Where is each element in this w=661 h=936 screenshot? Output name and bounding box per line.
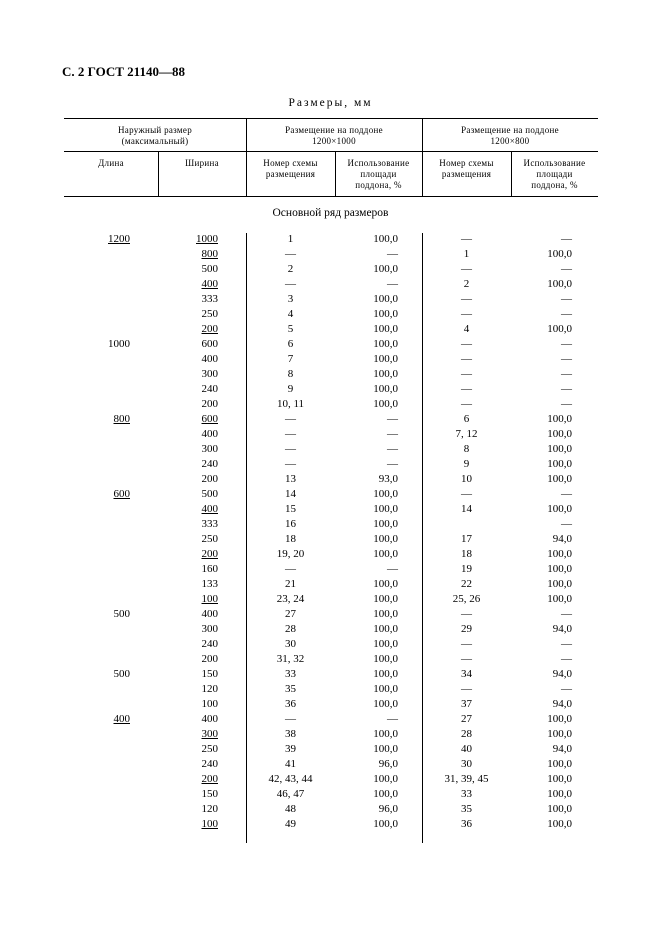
usage-1200x1000-cell: 100,0	[373, 368, 398, 380]
usage-1200x800-cell: 100,0	[547, 788, 572, 800]
width-cell: 240	[201, 638, 218, 650]
scheme-1200x800-cell: —	[461, 233, 472, 245]
width-cell: 300	[201, 728, 218, 740]
width-cell: 400	[201, 713, 218, 725]
usage-1200x1000-cell: 100,0	[373, 533, 398, 545]
scheme-1200x1000-cell: 8	[287, 368, 294, 380]
scheme-1200x1000-cell: 1	[287, 233, 294, 245]
length-cell: 1000	[108, 338, 130, 350]
scheme-1200x800-cell: 35	[461, 803, 472, 815]
table-row	[0, 517, 661, 532]
table-row	[0, 247, 661, 262]
header-length: Длина	[98, 158, 124, 168]
usage-1200x1000-cell: 100,0	[373, 233, 398, 245]
table-row	[0, 322, 661, 337]
scheme-1200x1000-cell: —	[285, 413, 296, 425]
scheme-1200x800-cell: —	[461, 638, 472, 650]
table-row	[0, 547, 661, 562]
scheme-1200x800-cell: —	[461, 608, 472, 620]
table-row	[0, 412, 661, 427]
usage-1200x1000-cell: —	[387, 428, 398, 440]
table-row	[0, 697, 661, 712]
table-row	[0, 427, 661, 442]
header-bottom-rule	[64, 196, 598, 197]
scheme-1200x800-cell: 8	[463, 443, 470, 455]
width-cell: 120	[201, 683, 218, 695]
usage-1200x800-cell: 100,0	[547, 428, 572, 440]
scheme-1200x1000-cell: 30	[285, 638, 296, 650]
table-row	[0, 292, 661, 307]
scheme-1200x800-cell: 18	[461, 548, 472, 560]
scheme-1200x800-cell: 1	[463, 248, 470, 260]
width-cell: 200	[201, 653, 218, 665]
usage-1200x800-cell: 94,0	[552, 668, 572, 680]
scheme-1200x800-cell: 2	[463, 278, 470, 290]
scheme-1200x1000-cell: 7	[287, 353, 294, 365]
scheme-1200x1000-cell: 15	[285, 503, 296, 515]
scheme-1200x800-cell: —	[461, 353, 472, 365]
width-cell: 400	[201, 503, 218, 515]
scheme-1200x1000-cell: 21	[285, 578, 296, 590]
usage-1200x800-cell: —	[561, 338, 572, 350]
scheme-1200x1000-cell: 13	[285, 473, 296, 485]
table-row	[0, 337, 661, 352]
scheme-1200x1000-cell: 46, 47	[276, 788, 305, 800]
table-row	[0, 262, 661, 277]
scheme-1200x1000-cell: 28	[285, 623, 296, 635]
usage-1200x1000-cell: 100,0	[373, 323, 398, 335]
usage-1200x1000-cell: 96,0	[378, 803, 398, 815]
usage-1200x1000-cell: 100,0	[373, 578, 398, 590]
scheme-1200x1000-cell: 36	[285, 698, 296, 710]
scheme-1200x1000-cell: —	[285, 248, 296, 260]
table-row	[0, 802, 661, 817]
table-row	[0, 307, 661, 322]
usage-1200x800-cell: 100,0	[547, 818, 572, 830]
usage-1200x1000-cell: —	[387, 713, 398, 725]
usage-1200x1000-cell: —	[387, 413, 398, 425]
usage-1200x800-cell: 100,0	[547, 593, 572, 605]
scheme-1200x800-cell: 6	[463, 413, 470, 425]
scheme-1200x800-cell: 29	[461, 623, 472, 635]
scheme-1200x800-cell: —	[461, 338, 472, 350]
scheme-1200x800-cell: 34	[461, 668, 472, 680]
scheme-1200x800-cell: 33	[461, 788, 472, 800]
usage-1200x800-cell: 100,0	[547, 278, 572, 290]
scheme-1200x800-cell: 40	[461, 743, 472, 755]
usage-1200x800-cell: 100,0	[547, 563, 572, 575]
scheme-1200x1000-cell: 35	[285, 683, 296, 695]
usage-1200x800-cell: 100,0	[547, 578, 572, 590]
width-cell: 200	[201, 773, 218, 785]
scheme-1200x1000-cell: 48	[285, 803, 296, 815]
length-cell: 500	[113, 668, 130, 680]
subheader-rule-pallet2	[422, 151, 598, 152]
scheme-1200x800-cell: 27	[461, 713, 472, 725]
scheme-1200x800-cell: —	[461, 368, 472, 380]
scheme-1200x800-cell: 17	[461, 533, 472, 545]
usage-1200x1000-cell: 100,0	[373, 383, 398, 395]
width-cell: 100	[201, 818, 218, 830]
usage-1200x800-cell: 94,0	[552, 623, 572, 635]
scheme-1200x1000-cell: 19, 20	[276, 548, 305, 560]
scheme-1200x1000-cell: 49	[285, 818, 296, 830]
scheme-1200x800-cell: 7, 12	[455, 428, 478, 440]
usage-1200x800-cell: 100,0	[547, 503, 572, 515]
width-cell: 333	[201, 518, 218, 530]
usage-1200x1000-cell: 100,0	[373, 608, 398, 620]
page-header: С. 2 ГОСТ 21140—88	[62, 64, 185, 79]
scheme-1200x1000-cell: 3	[287, 293, 294, 305]
scheme-1200x800-cell: 19	[461, 563, 472, 575]
usage-1200x800-cell: —	[561, 233, 572, 245]
usage-1200x800-cell: —	[561, 638, 572, 650]
scheme-1200x1000-cell: 5	[287, 323, 294, 335]
scheme-1200x1000-cell: 41	[285, 758, 296, 770]
header-usage-1: Использование площади поддона, %	[347, 158, 410, 190]
usage-1200x800-cell: 100,0	[547, 548, 572, 560]
usage-1200x800-cell: —	[561, 293, 572, 305]
width-cell: 150	[201, 788, 218, 800]
width-cell: 500	[201, 488, 218, 500]
table-row	[0, 637, 661, 652]
length-cell: 400	[113, 713, 130, 725]
usage-1200x1000-cell: 100,0	[373, 488, 398, 500]
table-row	[0, 652, 661, 667]
scheme-1200x800-cell: 37	[461, 698, 472, 710]
scheme-1200x800-cell: 10	[461, 473, 472, 485]
usage-1200x1000-cell: 100,0	[373, 398, 398, 410]
width-cell: 333	[201, 293, 218, 305]
scheme-1200x1000-cell: —	[285, 563, 296, 575]
header-usage-2: Использование площади поддона, %	[523, 158, 586, 190]
scheme-1200x800-cell: —	[461, 653, 472, 665]
scheme-1200x1000-cell: 9	[287, 383, 294, 395]
table-row	[0, 622, 661, 637]
scheme-1200x800-cell: 36	[461, 818, 472, 830]
usage-1200x800-cell: —	[561, 353, 572, 365]
usage-1200x800-cell: 100,0	[547, 758, 572, 770]
usage-1200x1000-cell: 100,0	[373, 668, 398, 680]
usage-1200x800-cell: 100,0	[547, 803, 572, 815]
usage-1200x800-cell: 100,0	[547, 473, 572, 485]
scheme-1200x800-cell: 30	[461, 758, 472, 770]
usage-1200x800-cell: 100,0	[547, 413, 572, 425]
table-row	[0, 502, 661, 517]
usage-1200x800-cell: —	[561, 368, 572, 380]
usage-1200x1000-cell: 100,0	[373, 683, 398, 695]
width-cell: 200	[201, 548, 218, 560]
usage-1200x800-cell: —	[561, 263, 572, 275]
scheme-1200x800-cell: 22	[461, 578, 472, 590]
section-title: Основной ряд размеров	[272, 207, 389, 219]
table-row	[0, 232, 661, 247]
scheme-1200x1000-cell: 33	[285, 668, 296, 680]
scheme-1200x1000-cell: —	[285, 428, 296, 440]
scheme-1200x1000-cell: 6	[287, 338, 294, 350]
scheme-1200x1000-cell: —	[285, 713, 296, 725]
scheme-1200x800-cell: —	[461, 293, 472, 305]
scheme-1200x800-cell: 4	[463, 323, 470, 335]
length-cell: 500	[113, 608, 130, 620]
usage-1200x800-cell: 100,0	[547, 728, 572, 740]
usage-1200x1000-cell: 100,0	[373, 503, 398, 515]
scheme-1200x800-cell: 25, 26	[452, 593, 481, 605]
width-cell: 240	[201, 758, 218, 770]
table-top-rule	[64, 118, 598, 119]
usage-1200x800-cell: 100,0	[547, 713, 572, 725]
usage-1200x800-cell: 94,0	[552, 698, 572, 710]
width-cell: 400	[201, 608, 218, 620]
table-row	[0, 772, 661, 787]
scheme-1200x1000-cell: 27	[285, 608, 296, 620]
scheme-1200x1000-cell: 4	[287, 308, 294, 320]
usage-1200x800-cell: —	[561, 383, 572, 395]
usage-1200x1000-cell: 100,0	[373, 548, 398, 560]
usage-1200x1000-cell: 100,0	[373, 818, 398, 830]
scheme-1200x1000-cell: 2	[287, 263, 294, 275]
width-cell: 100	[201, 698, 218, 710]
usage-1200x1000-cell: 100,0	[373, 728, 398, 740]
scheme-1200x1000-cell: 23, 24	[276, 593, 305, 605]
usage-1200x1000-cell: 100,0	[373, 743, 398, 755]
width-cell: 400	[201, 353, 218, 365]
width-cell: 300	[201, 623, 218, 635]
usage-1200x800-cell: —	[561, 608, 572, 620]
scheme-1200x1000-cell: —	[285, 278, 296, 290]
usage-1200x1000-cell: 100,0	[373, 353, 398, 365]
table-row	[0, 442, 661, 457]
usage-1200x800-cell: —	[561, 653, 572, 665]
scheme-1200x1000-cell: 38	[285, 728, 296, 740]
header-width: Ширина	[185, 158, 219, 168]
scheme-1200x800-cell: —	[461, 383, 472, 395]
width-cell: 200	[201, 323, 218, 335]
subheader-rule-outer	[64, 151, 246, 152]
header-pallet-1200x1000: Размещение на поддоне 1200×1000	[285, 125, 383, 146]
header-pallet-1200x800: Размещение на поддоне 1200×800	[461, 125, 559, 146]
usage-1200x1000-cell: 100,0	[373, 308, 398, 320]
scheme-1200x800-cell: —	[461, 308, 472, 320]
width-cell: 200	[201, 398, 218, 410]
usage-1200x1000-cell: —	[387, 563, 398, 575]
usage-1200x1000-cell: 100,0	[373, 653, 398, 665]
usage-1200x1000-cell: 100,0	[373, 293, 398, 305]
usage-1200x800-cell: —	[561, 518, 572, 530]
usage-1200x800-cell: 94,0	[552, 533, 572, 545]
table-row	[0, 562, 661, 577]
table-row	[0, 397, 661, 412]
width-cell: 250	[201, 308, 218, 320]
usage-1200x800-cell: 94,0	[552, 743, 572, 755]
scheme-1200x1000-cell: —	[285, 458, 296, 470]
table-row	[0, 487, 661, 502]
width-cell: 250	[201, 533, 218, 545]
table-row	[0, 592, 661, 607]
header-scheme-2: Номер схемы размещения	[439, 158, 494, 179]
usage-1200x800-cell: —	[561, 488, 572, 500]
usage-1200x800-cell: 100,0	[547, 458, 572, 470]
usage-1200x800-cell: 100,0	[547, 248, 572, 260]
scheme-1200x800-cell: 31, 39, 45	[444, 773, 489, 785]
table-row	[0, 382, 661, 397]
length-cell: 600	[113, 488, 130, 500]
table-row	[0, 457, 661, 472]
width-cell: 133	[201, 578, 218, 590]
scheme-1200x800-cell: 14	[461, 503, 472, 515]
scheme-1200x1000-cell: 16	[285, 518, 296, 530]
usage-1200x800-cell: 100,0	[547, 443, 572, 455]
usage-1200x1000-cell: 96,0	[378, 758, 398, 770]
table-row	[0, 367, 661, 382]
width-cell: 1000	[196, 233, 218, 245]
width-cell: 600	[201, 413, 218, 425]
width-cell: 120	[201, 803, 218, 815]
usage-1200x1000-cell: 100,0	[373, 623, 398, 635]
width-cell: 240	[201, 383, 218, 395]
table-row	[0, 472, 661, 487]
width-cell: 200	[201, 473, 218, 485]
width-cell: 250	[201, 743, 218, 755]
header-outer-size: Наружный размер (максимальный)	[117, 125, 193, 146]
table-row	[0, 682, 661, 697]
usage-1200x1000-cell: 100,0	[373, 788, 398, 800]
width-cell: 400	[201, 428, 218, 440]
usage-1200x1000-cell: 100,0	[373, 773, 398, 785]
table-row	[0, 577, 661, 592]
length-cell: 800	[113, 413, 130, 425]
width-cell: 500	[201, 263, 218, 275]
usage-1200x800-cell: —	[561, 683, 572, 695]
table-row	[0, 742, 661, 757]
scheme-1200x1000-cell: 42, 43, 44	[268, 773, 313, 785]
usage-1200x1000-cell: —	[387, 248, 398, 260]
usage-1200x800-cell: —	[561, 398, 572, 410]
subheader-rule-pallet1	[246, 151, 422, 152]
usage-1200x1000-cell: 100,0	[373, 593, 398, 605]
usage-1200x1000-cell: 100,0	[373, 338, 398, 350]
length-cell: 1200	[108, 233, 130, 245]
usage-1200x1000-cell: 100,0	[373, 263, 398, 275]
width-cell: 800	[201, 248, 218, 260]
scheme-1200x1000-cell: 31, 32	[276, 653, 305, 665]
usage-1200x1000-cell: 100,0	[373, 518, 398, 530]
usage-1200x800-cell: 100,0	[547, 323, 572, 335]
width-cell: 160	[201, 563, 218, 575]
usage-1200x1000-cell: 100,0	[373, 698, 398, 710]
scheme-1200x1000-cell: 18	[285, 533, 296, 545]
table-row	[0, 817, 661, 832]
width-cell: 300	[201, 443, 218, 455]
scheme-1200x1000-cell: 14	[285, 488, 296, 500]
usage-1200x800-cell: 100,0	[547, 773, 572, 785]
scheme-1200x1000-cell: —	[285, 443, 296, 455]
width-cell: 300	[201, 368, 218, 380]
scheme-1200x800-cell: 28	[461, 728, 472, 740]
table-row	[0, 532, 661, 547]
usage-1200x1000-cell: —	[387, 443, 398, 455]
scheme-1200x800-cell: —	[461, 683, 472, 695]
usage-1200x800-cell: —	[561, 308, 572, 320]
table-row	[0, 712, 661, 727]
width-cell: 600	[201, 338, 218, 350]
table-row	[0, 787, 661, 802]
table-row	[0, 727, 661, 742]
table-row	[0, 352, 661, 367]
scheme-1200x800-cell: 9	[463, 458, 470, 470]
table-row	[0, 667, 661, 682]
scheme-1200x1000-cell: 10, 11	[276, 398, 305, 410]
width-cell: 100	[201, 593, 218, 605]
scheme-1200x800-cell: —	[461, 398, 472, 410]
usage-1200x1000-cell: —	[387, 458, 398, 470]
width-cell: 400	[201, 278, 218, 290]
width-cell: 150	[201, 668, 218, 680]
width-cell: 240	[201, 458, 218, 470]
table-row	[0, 757, 661, 772]
scheme-1200x1000-cell: 39	[285, 743, 296, 755]
usage-1200x1000-cell: 100,0	[373, 638, 398, 650]
scheme-1200x800-cell: —	[461, 488, 472, 500]
usage-1200x1000-cell: 93,0	[378, 473, 398, 485]
usage-1200x1000-cell: —	[387, 278, 398, 290]
header-scheme-1: Номер схемы размещения	[263, 158, 318, 179]
scheme-1200x800-cell: —	[461, 263, 472, 275]
table-row	[0, 277, 661, 292]
table-row	[0, 607, 661, 622]
table-caption: Размеры, мм	[288, 97, 373, 109]
